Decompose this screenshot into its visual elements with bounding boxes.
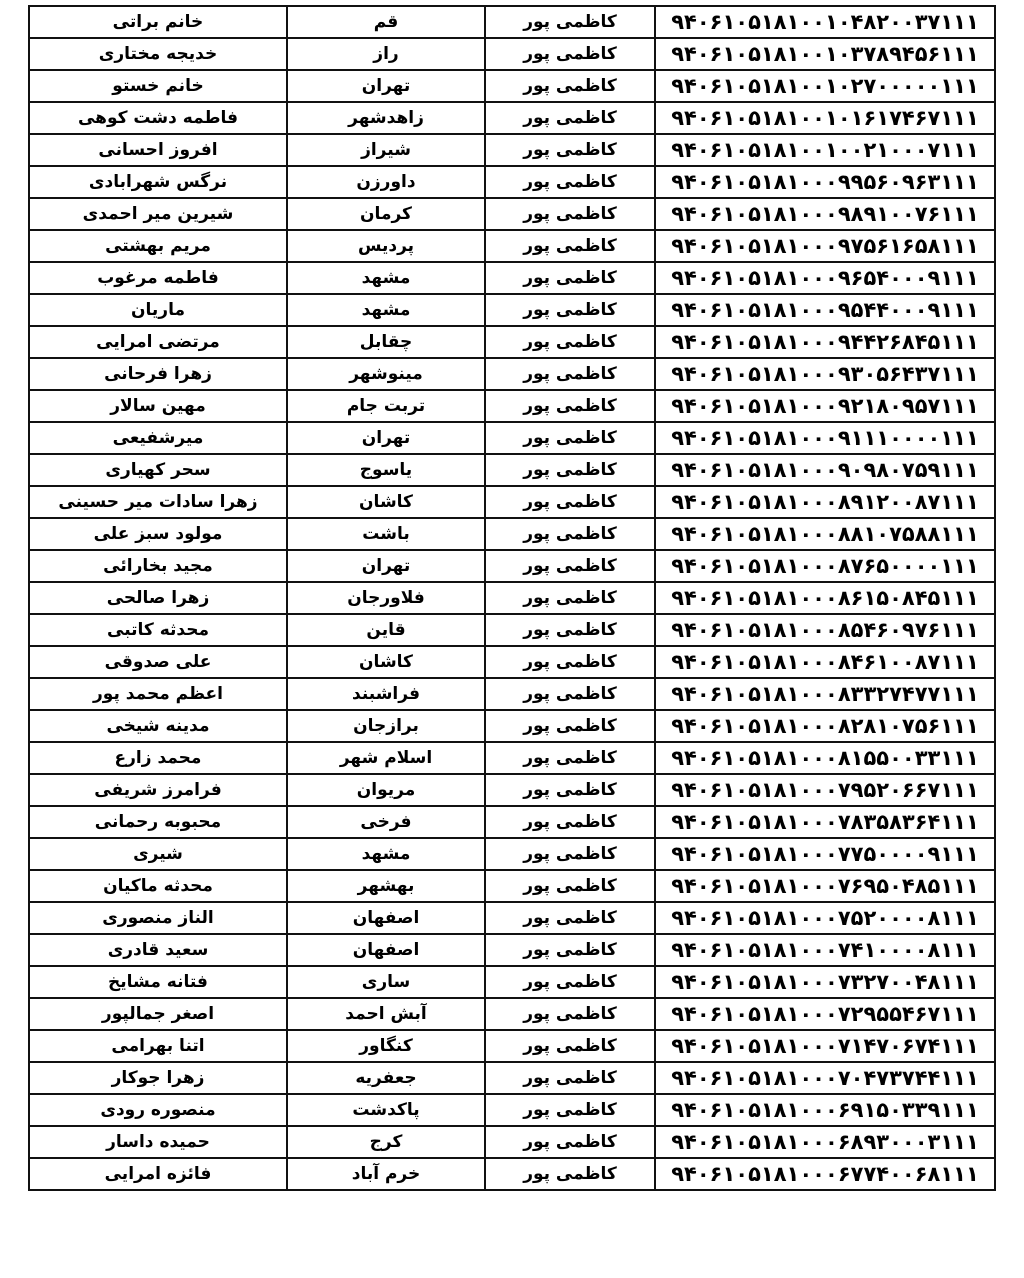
cell-name: نرگس شهرابادی bbox=[29, 166, 287, 198]
cell-owner: کاظمی پور bbox=[485, 326, 655, 358]
cell-city: کرمان bbox=[287, 198, 485, 230]
table-row bbox=[29, 326, 995, 358]
cell-owner: کاظمی پور bbox=[485, 934, 655, 966]
cell-name: محدثه کاتبی bbox=[29, 614, 287, 646]
table-row bbox=[29, 998, 995, 1030]
cell-owner: کاظمی پور bbox=[485, 870, 655, 902]
cell-name: الناز منصوری bbox=[29, 902, 287, 934]
table-row bbox=[29, 486, 995, 518]
cell-owner: کاظمی پور bbox=[485, 38, 655, 70]
cell-number: ۹۴۰۶۱۰۵۱۸۱۰۰۰۹۹۵۶۰۹۶۳۱۱۱ bbox=[655, 166, 995, 198]
cell-number: ۹۴۰۶۱۰۵۱۸۱۰۰۰۶۹۱۵۰۳۳۹۱۱۱ bbox=[655, 1094, 995, 1126]
cell-city: مشهد bbox=[287, 838, 485, 870]
cell-owner: کاظمی پور bbox=[485, 774, 655, 806]
cell-city: جعفریه bbox=[287, 1062, 485, 1094]
cell-name: ماریان bbox=[29, 294, 287, 326]
table-row bbox=[29, 518, 995, 550]
cell-number: ۹۴۰۶۱۰۵۱۸۱۰۰۱۰۱۶۱۷۴۶۷۱۱۱ bbox=[655, 102, 995, 134]
cell-name: سعید قادری bbox=[29, 934, 287, 966]
table-row bbox=[29, 614, 995, 646]
cell-city: یاسوج bbox=[287, 454, 485, 486]
cell-owner: کاظمی پور bbox=[485, 6, 655, 38]
cell-name: خانم براتی bbox=[29, 6, 287, 38]
cell-number: ۹۴۰۶۱۰۵۱۸۱۰۰۰۷۰۴۷۳۷۴۴۱۱۱ bbox=[655, 1062, 995, 1094]
cell-number: ۹۴۰۶۱۰۵۱۸۱۰۰۰۸۶۱۵۰۸۴۵۱۱۱ bbox=[655, 582, 995, 614]
cell-city: قم bbox=[287, 6, 485, 38]
cell-name: حمیده داسار bbox=[29, 1126, 287, 1158]
table-row bbox=[29, 262, 995, 294]
cell-owner: کاظمی پور bbox=[485, 1030, 655, 1062]
cell-name: اتنا بهرامی bbox=[29, 1030, 287, 1062]
table-row bbox=[29, 1158, 995, 1190]
cell-owner: کاظمی پور bbox=[485, 1126, 655, 1158]
cell-owner: کاظمی پور bbox=[485, 582, 655, 614]
cell-name: فرامرز شریفی bbox=[29, 774, 287, 806]
cell-name: اعظم محمد پور bbox=[29, 678, 287, 710]
cell-city: داورزن bbox=[287, 166, 485, 198]
cell-city: خرم آباد bbox=[287, 1158, 485, 1190]
cell-city: تربت جام bbox=[287, 390, 485, 422]
table-row bbox=[29, 742, 995, 774]
table-row bbox=[29, 870, 995, 902]
cell-number: ۹۴۰۶۱۰۵۱۸۱۰۰۰۷۸۳۵۸۳۶۴۱۱۱ bbox=[655, 806, 995, 838]
table-row bbox=[29, 6, 995, 38]
cell-owner: کاظمی پور bbox=[485, 710, 655, 742]
records-table-body bbox=[29, 6, 995, 1190]
table-row bbox=[29, 806, 995, 838]
cell-number: ۹۴۰۶۱۰۵۱۸۱۰۰۰۷۶۹۵۰۴۸۵۱۱۱ bbox=[655, 870, 995, 902]
cell-number: ۹۴۰۶۱۰۵۱۸۱۰۰۱۰۲۷۰۰۰۰۰۱۱۱ bbox=[655, 70, 995, 102]
cell-name: مولود سبز علی bbox=[29, 518, 287, 550]
table-row bbox=[29, 38, 995, 70]
cell-name: خانم خستو bbox=[29, 70, 287, 102]
cell-number: ۹۴۰۶۱۰۵۱۸۱۰۰۱۰۴۸۲۰۰۳۷۱۱۱ bbox=[655, 6, 995, 38]
cell-number: ۹۴۰۶۱۰۵۱۸۱۰۰۰۹۲۱۸۰۹۵۷۱۱۱ bbox=[655, 390, 995, 422]
cell-name: اصغر جمالپور bbox=[29, 998, 287, 1030]
cell-owner: کاظمی پور bbox=[485, 1094, 655, 1126]
table-row bbox=[29, 390, 995, 422]
cell-owner: کاظمی پور bbox=[485, 390, 655, 422]
table-row bbox=[29, 70, 995, 102]
cell-city: پاکدشت bbox=[287, 1094, 485, 1126]
cell-city: اصفهان bbox=[287, 934, 485, 966]
cell-number: ۹۴۰۶۱۰۵۱۸۱۰۰۰۸۴۶۱۰۰۸۷۱۱۱ bbox=[655, 646, 995, 678]
cell-owner: کاظمی پور bbox=[485, 742, 655, 774]
cell-city: چقابل bbox=[287, 326, 485, 358]
cell-name: مهین سالار bbox=[29, 390, 287, 422]
table-row bbox=[29, 1030, 995, 1062]
table-row bbox=[29, 1126, 995, 1158]
cell-owner: کاظمی پور bbox=[485, 134, 655, 166]
cell-city: اصفهان bbox=[287, 902, 485, 934]
records-table bbox=[28, 5, 996, 1191]
cell-name: مرتضی امرایی bbox=[29, 326, 287, 358]
cell-number: ۹۴۰۶۱۰۵۱۸۱۰۰۰۹۰۹۸۰۷۵۹۱۱۱ bbox=[655, 454, 995, 486]
cell-number: ۹۴۰۶۱۰۵۱۸۱۰۰۰۹۳۰۵۶۴۳۷۱۱۱ bbox=[655, 358, 995, 390]
cell-city: تهران bbox=[287, 70, 485, 102]
cell-number: ۹۴۰۶۱۰۵۱۸۱۰۰۰۸۹۱۲۰۰۸۷۱۱۱ bbox=[655, 486, 995, 518]
cell-owner: کاظمی پور bbox=[485, 966, 655, 998]
cell-number: ۹۴۰۶۱۰۵۱۸۱۰۰۰۷۱۴۷۰۶۷۴۱۱۱ bbox=[655, 1030, 995, 1062]
cell-owner: کاظمی پور bbox=[485, 902, 655, 934]
cell-owner: کاظمی پور bbox=[485, 70, 655, 102]
cell-number: ۹۴۰۶۱۰۵۱۸۱۰۰۰۹۴۴۲۶۸۴۵۱۱۱ bbox=[655, 326, 995, 358]
cell-owner: کاظمی پور bbox=[485, 166, 655, 198]
cell-city: کنگاور bbox=[287, 1030, 485, 1062]
cell-number: ۹۴۰۶۱۰۵۱۸۱۰۰۰۶۷۷۴۰۰۶۸۱۱۱ bbox=[655, 1158, 995, 1190]
cell-name: فاطمه مرغوب bbox=[29, 262, 287, 294]
cell-owner: کاظمی پور bbox=[485, 806, 655, 838]
cell-city: بهشهر bbox=[287, 870, 485, 902]
cell-city: مینوشهر bbox=[287, 358, 485, 390]
cell-city: مشهد bbox=[287, 262, 485, 294]
cell-owner: کاظمی پور bbox=[485, 998, 655, 1030]
cell-owner: کاظمی پور bbox=[485, 294, 655, 326]
cell-owner: کاظمی پور bbox=[485, 518, 655, 550]
cell-name: زهرا جوکار bbox=[29, 1062, 287, 1094]
cell-number: ۹۴۰۶۱۰۵۱۸۱۰۰۱۰۳۷۸۹۴۵۶۱۱۱ bbox=[655, 38, 995, 70]
cell-number: ۹۴۰۶۱۰۵۱۸۱۰۰۰۹۶۵۴۰۰۰۹۱۱۱ bbox=[655, 262, 995, 294]
cell-owner: کاظمی پور bbox=[485, 1158, 655, 1190]
cell-city: فلاورجان bbox=[287, 582, 485, 614]
table-row bbox=[29, 934, 995, 966]
cell-name: علی صدوقی bbox=[29, 646, 287, 678]
cell-name: خدیجه مختاری bbox=[29, 38, 287, 70]
cell-city: پردیس bbox=[287, 230, 485, 262]
cell-name: سحر کهیاری bbox=[29, 454, 287, 486]
cell-city: فراشبند bbox=[287, 678, 485, 710]
cell-city: شیراز bbox=[287, 134, 485, 166]
table-row bbox=[29, 646, 995, 678]
table-row bbox=[29, 966, 995, 998]
cell-owner: کاظمی پور bbox=[485, 486, 655, 518]
cell-number: ۹۴۰۶۱۰۵۱۸۱۰۰۰۸۲۸۱۰۷۵۶۱۱۱ bbox=[655, 710, 995, 742]
cell-owner: کاظمی پور bbox=[485, 262, 655, 294]
table-row bbox=[29, 710, 995, 742]
cell-number: ۹۴۰۶۱۰۵۱۸۱۰۰۰۹۵۴۴۰۰۰۹۱۱۱ bbox=[655, 294, 995, 326]
cell-name: محمد زارع bbox=[29, 742, 287, 774]
table-row bbox=[29, 838, 995, 870]
cell-number: ۹۴۰۶۱۰۵۱۸۱۰۰۰۸۱۵۵۰۰۳۳۱۱۱ bbox=[655, 742, 995, 774]
table-row bbox=[29, 198, 995, 230]
cell-number: ۹۴۰۶۱۰۵۱۸۱۰۰۰۸۸۱۰۷۵۸۸۱۱۱ bbox=[655, 518, 995, 550]
cell-city: کاشان bbox=[287, 646, 485, 678]
cell-owner: کاظمی پور bbox=[485, 230, 655, 262]
cell-number: ۹۴۰۶۱۰۵۱۸۱۰۰۰۷۲۹۵۵۴۶۷۱۱۱ bbox=[655, 998, 995, 1030]
cell-number: ۹۴۰۶۱۰۵۱۸۱۰۰۰۷۵۲۰۰۰۰۸۱۱۱ bbox=[655, 902, 995, 934]
table-row bbox=[29, 102, 995, 134]
cell-name: مجید بخارائی bbox=[29, 550, 287, 582]
cell-name: افروز احسانی bbox=[29, 134, 287, 166]
cell-city: باشت bbox=[287, 518, 485, 550]
cell-name: میرشفیعی bbox=[29, 422, 287, 454]
table-row bbox=[29, 1062, 995, 1094]
cell-city: برازجان bbox=[287, 710, 485, 742]
cell-number: ۹۴۰۶۱۰۵۱۸۱۰۰۰۸۳۳۲۷۴۷۷۱۱۱ bbox=[655, 678, 995, 710]
cell-number: ۹۴۰۶۱۰۵۱۸۱۰۰۰۷۹۵۲۰۶۶۷۱۱۱ bbox=[655, 774, 995, 806]
cell-owner: کاظمی پور bbox=[485, 1062, 655, 1094]
table-row bbox=[29, 134, 995, 166]
table-row bbox=[29, 582, 995, 614]
cell-city: تهران bbox=[287, 422, 485, 454]
table-row bbox=[29, 678, 995, 710]
cell-name: شیرین میر احمدی bbox=[29, 198, 287, 230]
cell-number: ۹۴۰۶۱۰۵۱۸۱۰۰۰۶۸۹۳۰۰۰۳۱۱۱ bbox=[655, 1126, 995, 1158]
cell-name: زهرا صالحی bbox=[29, 582, 287, 614]
cell-name: زهرا فرحانی bbox=[29, 358, 287, 390]
cell-owner: کاظمی پور bbox=[485, 102, 655, 134]
table-row bbox=[29, 358, 995, 390]
cell-owner: کاظمی پور bbox=[485, 550, 655, 582]
table-row bbox=[29, 166, 995, 198]
cell-city: راز bbox=[287, 38, 485, 70]
cell-city: اسلام شهر bbox=[287, 742, 485, 774]
cell-owner: کاظمی پور bbox=[485, 198, 655, 230]
cell-name: مریم بهشتی bbox=[29, 230, 287, 262]
table-row bbox=[29, 774, 995, 806]
cell-owner: کاظمی پور bbox=[485, 358, 655, 390]
table-row bbox=[29, 550, 995, 582]
cell-number: ۹۴۰۶۱۰۵۱۸۱۰۰۰۸۷۶۵۰۰۰۰۱۱۱ bbox=[655, 550, 995, 582]
cell-number: ۹۴۰۶۱۰۵۱۸۱۰۰۱۰۰۲۱۰۰۰۷۱۱۱ bbox=[655, 134, 995, 166]
cell-name: منصوره رودی bbox=[29, 1094, 287, 1126]
cell-owner: کاظمی پور bbox=[485, 838, 655, 870]
cell-city: تهران bbox=[287, 550, 485, 582]
cell-city: زاهدشهر bbox=[287, 102, 485, 134]
cell-city: ساری bbox=[287, 966, 485, 998]
table-row bbox=[29, 230, 995, 262]
cell-number: ۹۴۰۶۱۰۵۱۸۱۰۰۰۹۱۱۱۰۰۰۰۱۱۱ bbox=[655, 422, 995, 454]
table-row bbox=[29, 422, 995, 454]
cell-name: فتانه مشایخ bbox=[29, 966, 287, 998]
cell-number: ۹۴۰۶۱۰۵۱۸۱۰۰۰۹۸۹۱۰۰۷۶۱۱۱ bbox=[655, 198, 995, 230]
table-row bbox=[29, 1094, 995, 1126]
table-row bbox=[29, 294, 995, 326]
table-row bbox=[29, 454, 995, 486]
cell-owner: کاظمی پور bbox=[485, 614, 655, 646]
cell-city: قاین bbox=[287, 614, 485, 646]
cell-name: محدثه ماکیان bbox=[29, 870, 287, 902]
cell-owner: کاظمی پور bbox=[485, 646, 655, 678]
cell-owner: کاظمی پور bbox=[485, 422, 655, 454]
cell-owner: کاظمی پور bbox=[485, 454, 655, 486]
cell-city: مریوان bbox=[287, 774, 485, 806]
cell-city: مشهد bbox=[287, 294, 485, 326]
cell-number: ۹۴۰۶۱۰۵۱۸۱۰۰۰۷۳۲۷۰۰۴۸۱۱۱ bbox=[655, 966, 995, 998]
cell-name: محبوبه رحمانی bbox=[29, 806, 287, 838]
cell-city: کرج bbox=[287, 1126, 485, 1158]
cell-city: کاشان bbox=[287, 486, 485, 518]
cell-number: ۹۴۰۶۱۰۵۱۸۱۰۰۰۹۷۵۶۱۶۵۸۱۱۱ bbox=[655, 230, 995, 262]
cell-name: مدینه شیخی bbox=[29, 710, 287, 742]
cell-name: فائزه امرایی bbox=[29, 1158, 287, 1190]
cell-owner: کاظمی پور bbox=[485, 678, 655, 710]
cell-city: آبش احمد bbox=[287, 998, 485, 1030]
cell-number: ۹۴۰۶۱۰۵۱۸۱۰۰۰۷۴۱۰۰۰۰۸۱۱۱ bbox=[655, 934, 995, 966]
table-row bbox=[29, 902, 995, 934]
cell-number: ۹۴۰۶۱۰۵۱۸۱۰۰۰۸۵۴۶۰۹۷۶۱۱۱ bbox=[655, 614, 995, 646]
cell-name: زهرا سادات میر حسینی bbox=[29, 486, 287, 518]
cell-number: ۹۴۰۶۱۰۵۱۸۱۰۰۰۷۷۵۰۰۰۰۹۱۱۱ bbox=[655, 838, 995, 870]
cell-city: فرخی bbox=[287, 806, 485, 838]
cell-name: فاطمه دشت کوهی bbox=[29, 102, 287, 134]
cell-name: شیری bbox=[29, 838, 287, 870]
document-sheet bbox=[28, 5, 996, 1271]
